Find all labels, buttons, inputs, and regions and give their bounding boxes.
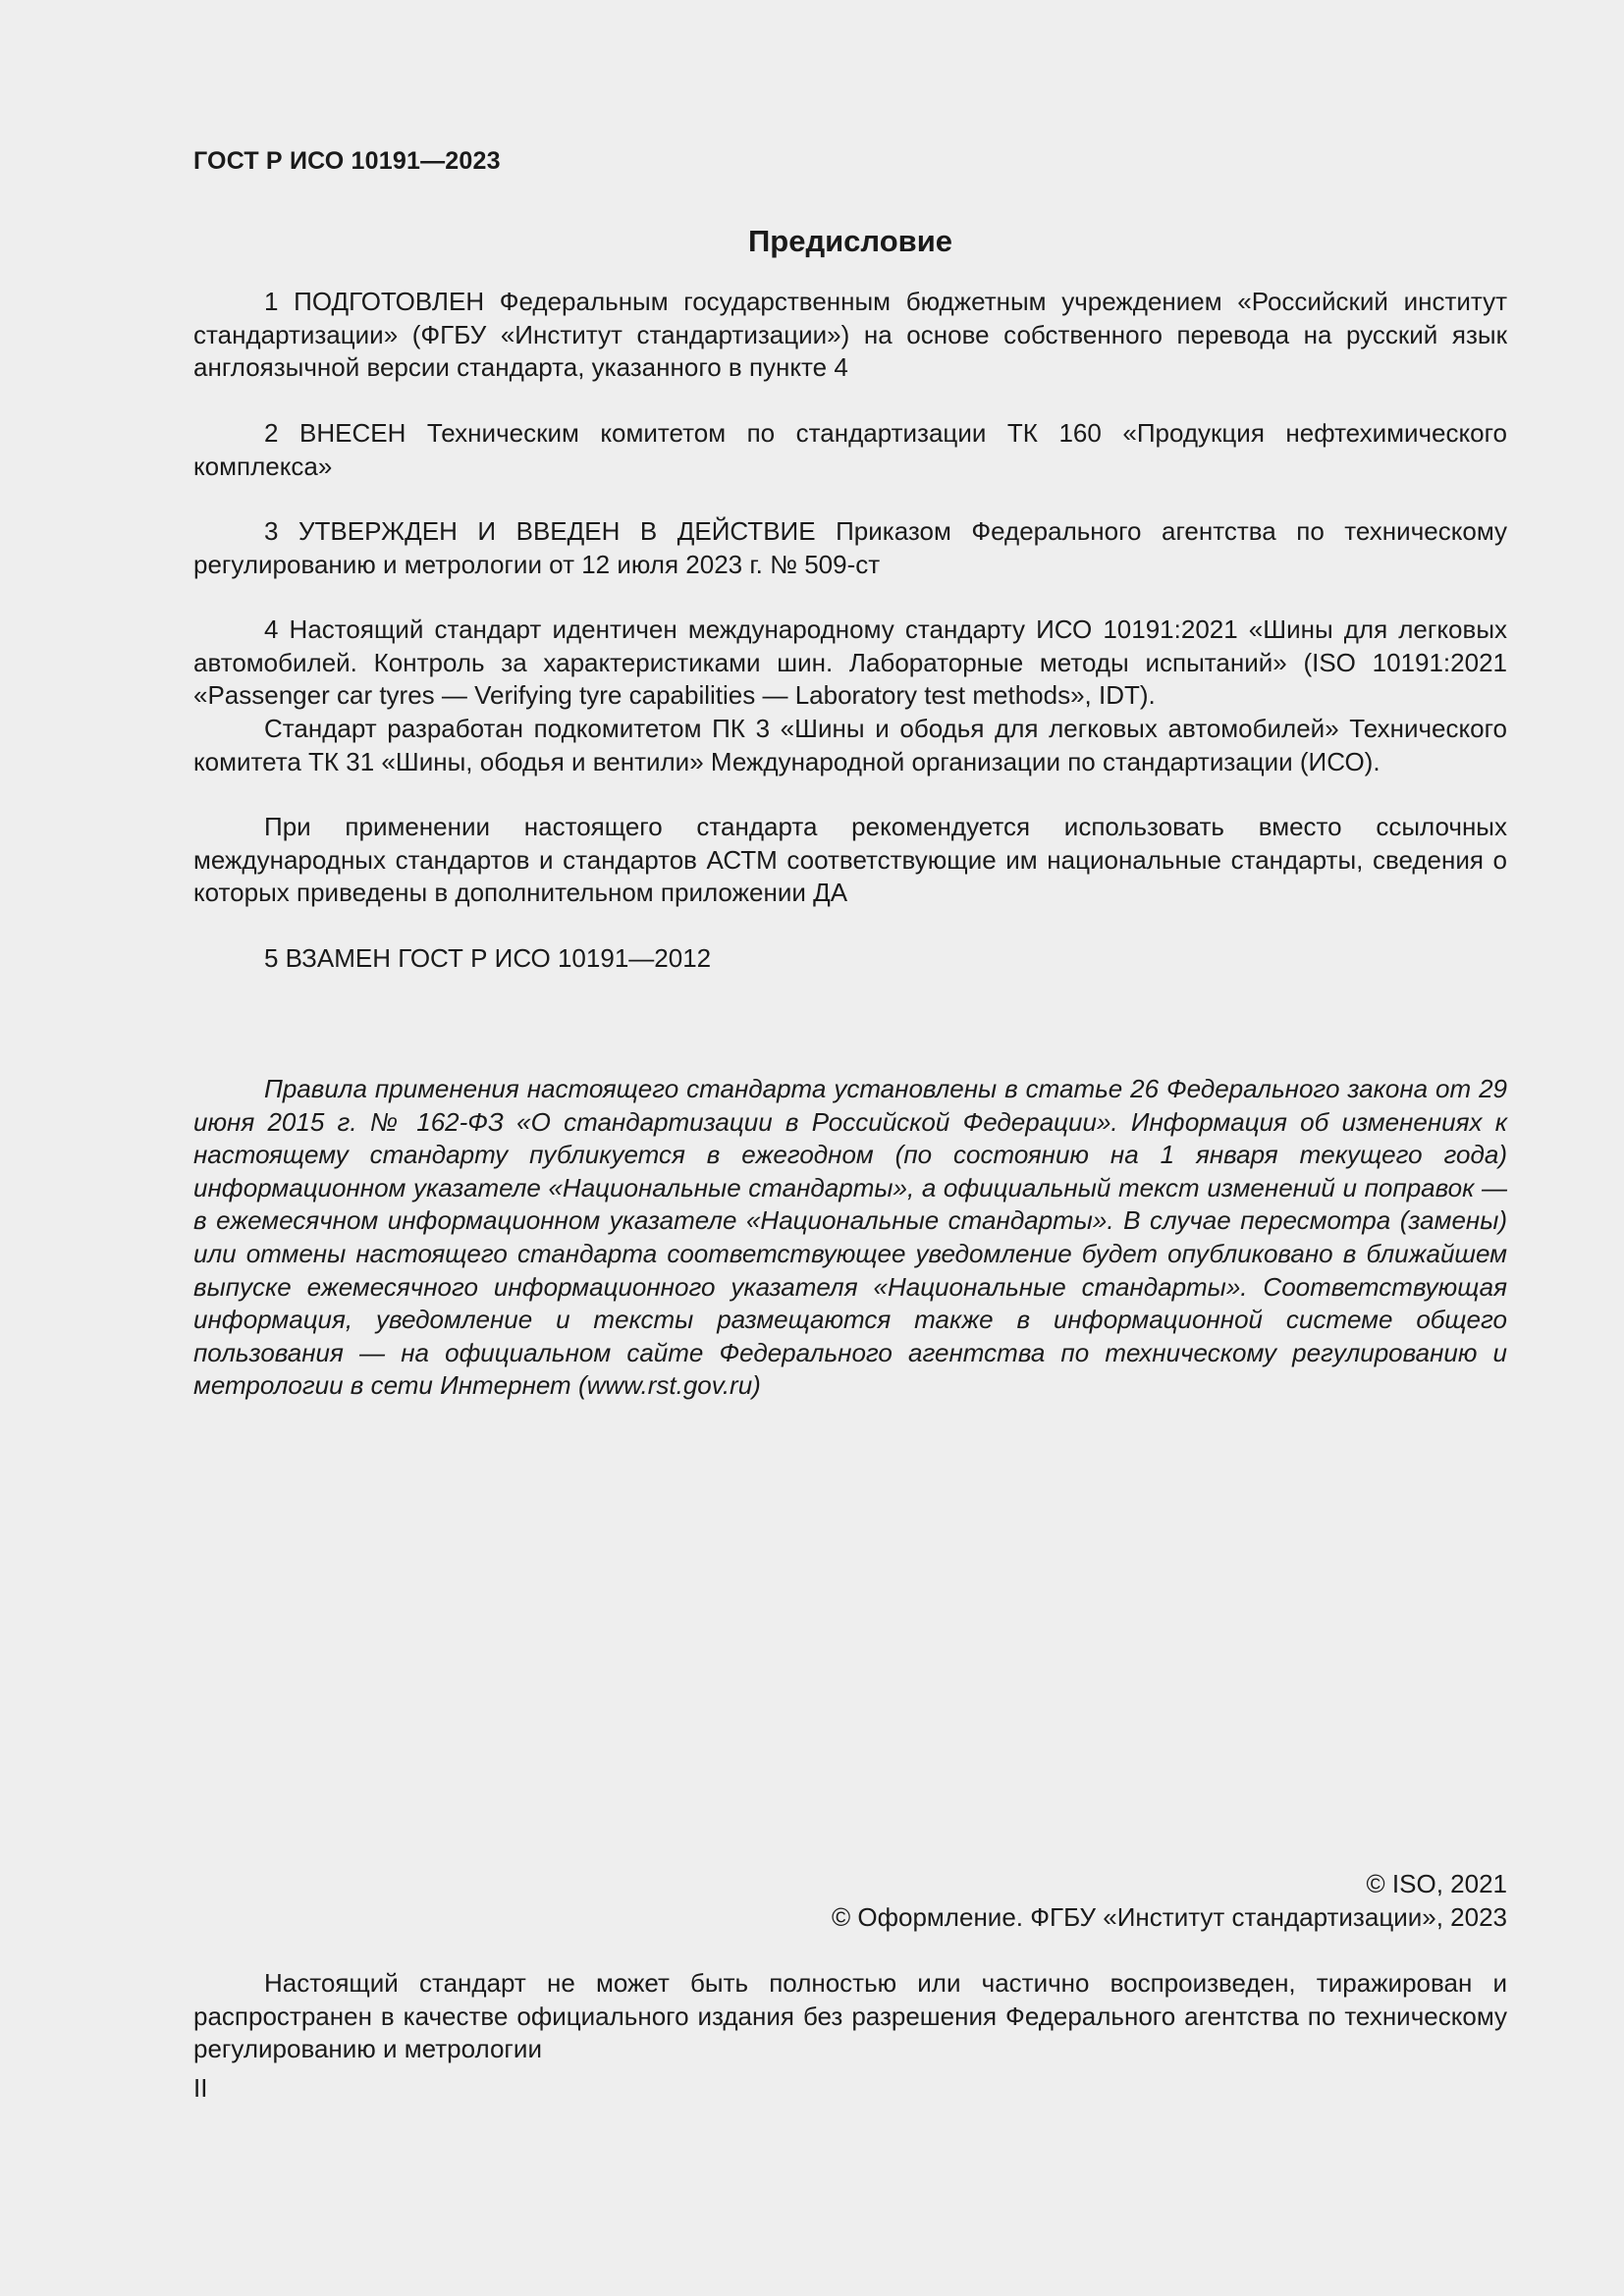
copyright-iso: © ISO, 2021	[1366, 1869, 1507, 1898]
paragraph-2-introduced: 2 ВНЕСЕН Техническим комитетом по стандартизации ТК 160 «Продукция нефтехимического комплекса»	[193, 418, 1507, 481]
page-title: Предисловие	[747, 224, 952, 258]
paragraph-4-developed-by: Стандарт разработан подкомитетом ПК 3 «Шины и ободья для легковых автомобилей» Технического комитета ТК 31 «Шины, ободья и вентили» Международной организации по стандартизации (ИСО).	[193, 714, 1507, 776]
document-header: ГОСТ Р ИСО 10191—2023	[193, 147, 501, 175]
reproduction-notice: Настоящий стандарт не может быть полностью или частично воспроизведен, тиражирован и распространен в качестве официального издания без разрешения Федерального агентства по техническому регулированию и метрологии	[193, 1968, 1507, 2064]
paragraph-4-identical: 4 Настоящий стандарт идентичен международному стандарту ИСО 10191:2021 «Шины для легковых автомобилей. Контроль за характеристиками шин. Лабораторные методы испытаний» (ISO 10191:2021 «Passenger car tyres — Verifying tyre capabilities — Laboratory test methods», IDT).	[193, 614, 1507, 711]
rules-note: Правила применения настоящего стандарта установлены в статье 26 Федерального закона от 29 июня 2015 г. № 162-ФЗ «О стандартизации в Российской Федерации». Информация об изменениях к настоящему стандарту публикуется в ежегодном (по состоянию на 1 января текущего года) информационном указателе «Национальные стандарты», а официальный текст изменений и поправок — в ежемесячном информационном указателе «Национальные стандарты». В случае пересмотра (замены) или отмены настоящего стандарта соответствующее уведомление будет опубликовано в ближайшем выпуске ежемесячного информационного указателя «Национальные стандарты». Соответствующая информация, уведомление и тексты размещаются также в информационной системе общего пользования — на официальном сайте Федерального агентства по техническому регулированию и метрологии в сети Интернет (www.rst.gov.ru)	[193, 1074, 1507, 1401]
paragraph-1-prepared: 1 ПОДГОТОВЛЕН Федеральным государственным бюджетным учреждением «Российский институт стандартизации» (ФГБУ «Институт стандартизации») на основе собственного перевода на русский язык англоязычной версии стандарта, указанного в пункте 4	[193, 287, 1507, 383]
copyright-design: © Оформление. ФГБУ «Институт стандартизации», 2023	[832, 1902, 1507, 1932]
page-number: II	[193, 2073, 208, 2103]
paragraph-4-application: При применении настоящего стандарта рекомендуется использовать вместо ссылочных международных стандартов и стандартов АСТМ соответствующие им национальные стандарты, сведения о которых приведены в дополнительном приложении ДА	[193, 812, 1507, 908]
paragraph-3-approved: 3 УТВЕРЖДЕН И ВВЕДЕН В ДЕЙСТВИЕ Приказом Федерального агентства по техническому регулированию и метрологии от 12 июля 2023 г. № 509-ст	[193, 516, 1507, 579]
document-page	[193, 0, 1507, 2296]
paragraph-5-replaces: 5 ВЗАМЕН ГОСТ Р ИСО 10191—2012	[264, 943, 712, 973]
